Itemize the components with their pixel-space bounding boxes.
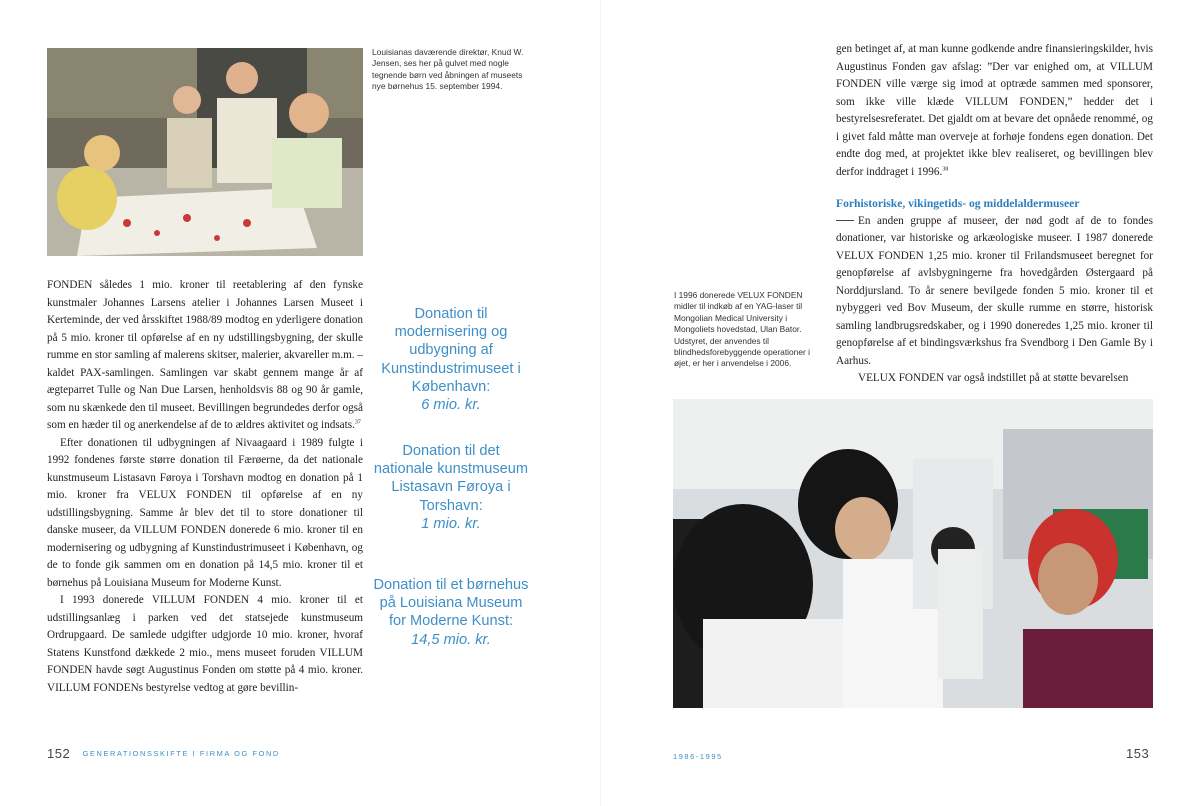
children-drawing-photo [47, 48, 363, 256]
paragraph-2: Efter donationen til udbygningen af Nivaagaard i 1989 fulgte i 1992 fondenes første større donation til Færøerne, da det nationale kunstmuseum Listasavn Føroya i Torshavn modtog en donation på 1 mio. kroner fra VELUX FONDEN til opførelse af en ny udstillingsbygning. Samme år blev det til to store donationer til danske museer, da VILLUM FONDEN donerede 6 mio. kroner til en modernisering og udbygning af Kunstindustrimuseet i København, og de to fonde gik sammen om en donation på 14,5 mio. kroner til et børnehus på Louisiana Museum for Moderne Kunst. [47, 436, 363, 589]
paragraph-1: FONDEN således 1 mio. kroner til reetablering af den fynske kunstmaler Johannes Larsens atelier i Johannes Larsen Museet i Kerteminde, der ved årsskiftet 1988/89 modtog en yderligere donation på 5 mio. kroner til opførelse af en ny udstillingsbygning, der skulle rumme en stor samling af malerens skitser, malerier, akvareller m.m. – kaldet PAX-samlingen. Samlingen var skabt gennem mange år af ægteparret Tulle og Nan Due Larsen, henholdsvis 88 og 90 år gamle, som nu skænkede den til museet. Bevillingen begrundedes derfor også som en hæder til og anerkendelse af de to ældres aktivitet og indsats.$^{37}$ [47, 279, 363, 431]
running-head-left: GENERATIONSSKIFTE I FIRMA OG FOND [82, 749, 280, 758]
left-page [0, 0, 600, 806]
footer-left [47, 745, 280, 763]
footer-right-number [1126, 745, 1149, 763]
pullquote-kunstindustrimuseet: Donation til modernisering og udbygning af Kunstindustrimuseet i København: 6 mio. kr. [372, 305, 530, 414]
photo-caption-left: Louisianas daværende direktør, Knud W. Jensen, ses her på gulvet med nogle tegnende børn ved åbningen af museets nye børnehus 15. september 1994. [372, 47, 524, 92]
pullquote-louisiana: Donation til et børnehus på Louisiana Museum for Moderne Kunst: 14,5 mio. kr. [373, 577, 529, 648]
paragraph-section: En anden gruppe af museer, der nød godt af de to fondes donationer, var historiske og arkæologiske museer. I 1987 donerede VELUX FONDEN 1,25 mio. kroner til Frilandsmuseet beregnet for genopførelse af avlsbygningerne fra hovedgården Østergaard på Norddjursland. To år senere bevilgede fonden 5 mio. kroner til et nybyggeri ved Bov Museum, der skulle rumme en større, historisk samling landbrugsredskaber, og i 1990 doneredes 1,25 mio. kroner til genopførelse af et bindingsværkshus fra Svendborg i Den Gamle By i Aarhus. [836, 214, 1153, 367]
body-column-right [836, 41, 1153, 388]
right-page [601, 0, 1201, 806]
pullquote-amount: 14,5 mio. kr. [411, 631, 491, 648]
page-number-left: 152 [47, 746, 71, 761]
footnote-37: 37 [354, 419, 361, 426]
photo-caption-right: I 1996 donerede VELUX FONDEN midler til indkøb af en YAG-laser til Mongolian Medical University i Mongoliets hovedstad, Ulan Bator. Udstyret, der anvendes til blindhedsforebyggende operationer i øjet, er her i anvendelse i 2006. [674, 290, 810, 369]
em-dash-rule [836, 220, 854, 221]
footer-right [673, 748, 723, 766]
eye-examination-photo [673, 399, 1153, 708]
pullquote-amount: 1 mio. kr. [421, 515, 481, 532]
paragraph-last-line: VELUX FONDEN var også indstillet på at støtte bevarelsen [858, 372, 1129, 384]
body-column-left [47, 277, 363, 697]
paragraph-top: gen betinget af, at man kunne godkende andre finansieringskilder, hvis Augustinus Fonden gav afslag: ”Der var enighed om, at VILLUM FONDEN ville værge sig imod at optræde sammen med sponsorer, som ikke ville klæde VILLUM FONDEN,” hedder det i bestyrelsesreferatet. Det gjaldt om at bevare det opnåede renommé, og i givet fald måtte man overveje at forhøje fondens egen donation. Det endte dog med, at projektet ikke blev realiseret, og bevillingen blev derfor inddraget i 1996.38 [836, 43, 1153, 178]
footnote-38: 38 [942, 165, 949, 172]
pullquote-amount: 6 mio. kr. [421, 397, 481, 414]
running-head-right: 1986-1995 [673, 752, 723, 761]
pullquote-listasavn: Donation til det nationale kunstmuseum Listasavn Føroya i Torshavn: 1 mio. kr. [373, 443, 529, 532]
section-heading: Forhistoriske, vikingetids- og middelaldermuseer [836, 197, 1080, 210]
page-number-right: 153 [1126, 746, 1150, 761]
paragraph-3: I 1993 donerede VILLUM FONDEN 4 mio. kroner til et udstillingsanlæg i parken ved det statsejede kunstmuseum Ordrupgaard. De samlede udgifter udgjorde 10 mio. kroner, hvoraf Statens Kunstfond dækkede 2 mio., mens museet foruden VILLUM FONDEN havde søgt Augustinus Fonden om støtte på 4 mio. kroner. VILLUM FONDENs bestyrelse vedtog at gøre bevillin- [47, 594, 363, 694]
